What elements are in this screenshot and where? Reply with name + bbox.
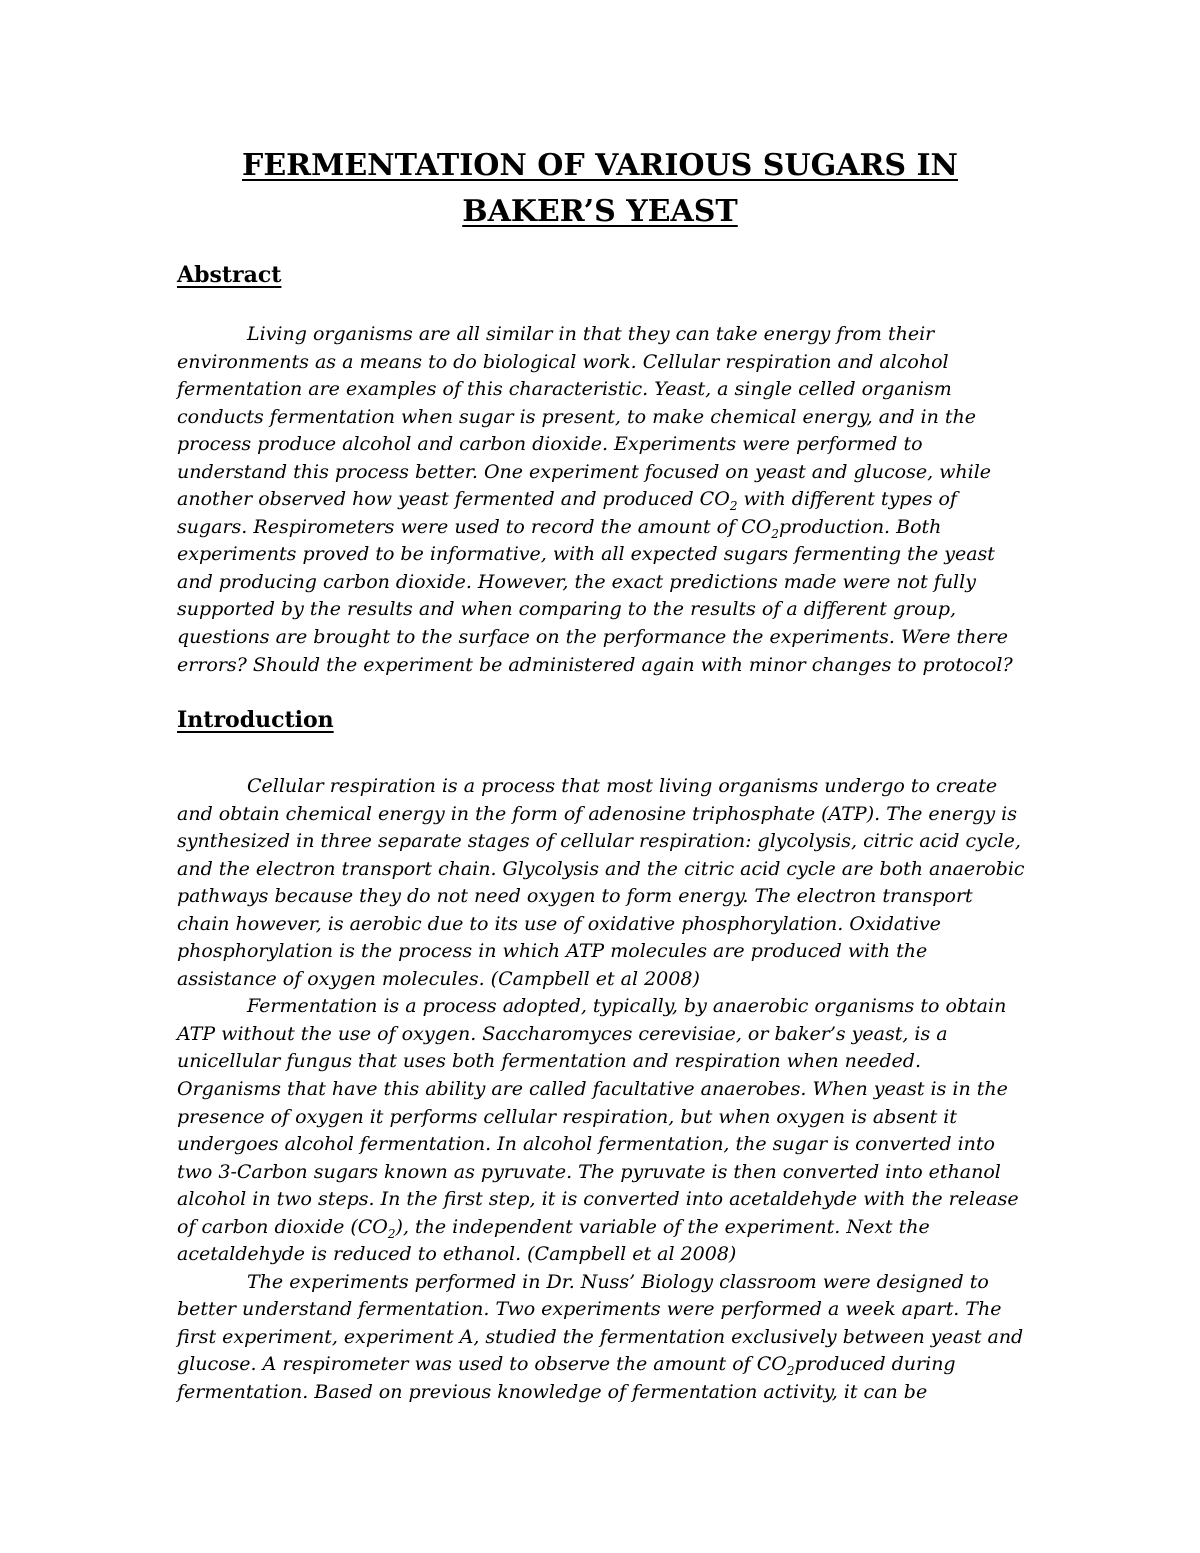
intro-line [177,1351,1037,1379]
intro-line-text: glucose. A respirometer was used to observe the amount of CO [177,1353,787,1376]
abstract-line: environments as a means to do biological work. Cellular respiration and alcohol [177,350,949,373]
abstract-line: errors? Should the experiment be administered again with minor changes to protocol? [177,653,1013,676]
abstract-line: process produce alcohol and carbon dioxide. Experiments were performed to [177,433,923,456]
abstract-line-text: sugars. Respirometers were used to record the amount of CO [177,515,772,538]
intro-line: two 3-Carbon sugars known as pyruvate. The pyruvate is then converted into ethanol [177,1160,1001,1183]
intro-line: better understand fermentation. Two experiments were performed a week apart. The [177,1298,1002,1321]
abstract-line-text: with different types of [737,488,957,511]
abstract-line-text: production. Both [778,515,942,538]
intro-line: and the electron transport chain. Glycolysis and the citric acid cycle are both anaerobic [177,857,1025,880]
abstract-line [177,514,1037,542]
intro-line: Fermentation is a process adopted, typically, by anaerobic organisms to obtain [247,995,1007,1018]
intro-line: presence of oxygen it performs cellular respiration, but when oxygen is absent it [177,1105,957,1128]
intro-line: acetaldehyde is reduced to ethanol. (Campbell et al 2008) [177,1243,737,1266]
intro-line: unicellular fungus that uses both fermentation and respiration when needed. [177,1050,921,1073]
title-line-2: BAKER’S YEAST [462,194,738,229]
intro-line: assistance of oxygen molecules. (Campbell et al 2008) [177,967,700,990]
intro-line: The experiments performed in Dr. Nuss’ Biology classroom were designed to [247,1270,989,1293]
document-title [150,143,1050,235]
intro-line: alcohol in two steps. In the first step, it is converted into acetaldehyde with the release [177,1188,1019,1211]
title-line-1: FERMENTATION OF VARIOUS SUGARS IN [242,148,958,183]
intro-line: Cellular respiration is a process that most living organisms undergo to create [247,775,998,797]
intro-line-text: of carbon dioxide (CO [177,1215,388,1238]
intro-line [177,1214,1037,1242]
intro-line: chain however, is aerobic due to its use of oxidative phosphorylation. Oxidative [177,912,941,935]
intro-line: synthesized in three separate stages of cellular respiration: glycolysis, citric acid cycle, [177,830,1021,853]
introduction-heading: Introduction [177,707,334,733]
abstract-line: and producing carbon dioxide. However, the exact predictions made were not fully [177,570,976,593]
abstract-line: questions are brought to the surface on the performance the experiments. Were there [177,626,1008,649]
abstract-line: experiments proved to be informative, with all expected sugars fermenting the yeast [177,543,995,566]
intro-line: ATP without the use of oxygen. Saccharomyces cerevisiae, or baker’s yeast, is a [177,1022,948,1045]
intro-line-text: produced during [794,1353,956,1376]
abstract-heading: Abstract [177,262,282,288]
subscript-2: 2 [771,526,779,541]
intro-line: undergoes alcohol fermentation. In alcohol fermentation, the sugar is converted into [177,1133,995,1156]
abstract-line: supported by the results and when comparing to the results of a different group, [177,598,957,621]
abstract-line: conducts fermentation when sugar is present, to make chemical energy, and in the [177,405,977,428]
subscript-2: 2 [786,1364,795,1379]
intro-line: and obtain chemical energy in the form of adenosine triphosphate (ATP). The energy is [177,802,1017,825]
intro-line: Organisms that have this ability are called facultative anaerobes. When yeast is in the [177,1078,1008,1101]
abstract-line [177,486,1037,514]
subscript-2: 2 [729,499,738,514]
introduction-paragraphs [177,773,1037,1407]
abstract-line: Living organisms are all similar in that they can take energy from their [247,323,935,345]
intro-line: pathways because they do not need oxygen to form energy. The electron transport [177,885,973,908]
abstract-line-text: another observed how yeast fermented and produced CO [177,488,730,511]
intro-line: fermentation. Based on previous knowledge of fermentation activity, it can be [177,1381,928,1404]
abstract-line: fermentation are examples of this characteristic. Yeast, a single celled organism [177,378,952,401]
intro-line: first experiment, experiment A, studied the fermentation exclusively between yeast and [177,1325,1024,1348]
subscript-2: 2 [387,1226,396,1241]
abstract-line: understand this process better. One experiment focused on yeast and glucose, while [177,460,992,483]
intro-line-text: ), the independent variable of the experiment. Next the [395,1215,930,1238]
abstract-paragraph [177,321,1037,679]
intro-line: phosphorylation is the process in which ATP molecules are produced with the [177,940,928,963]
